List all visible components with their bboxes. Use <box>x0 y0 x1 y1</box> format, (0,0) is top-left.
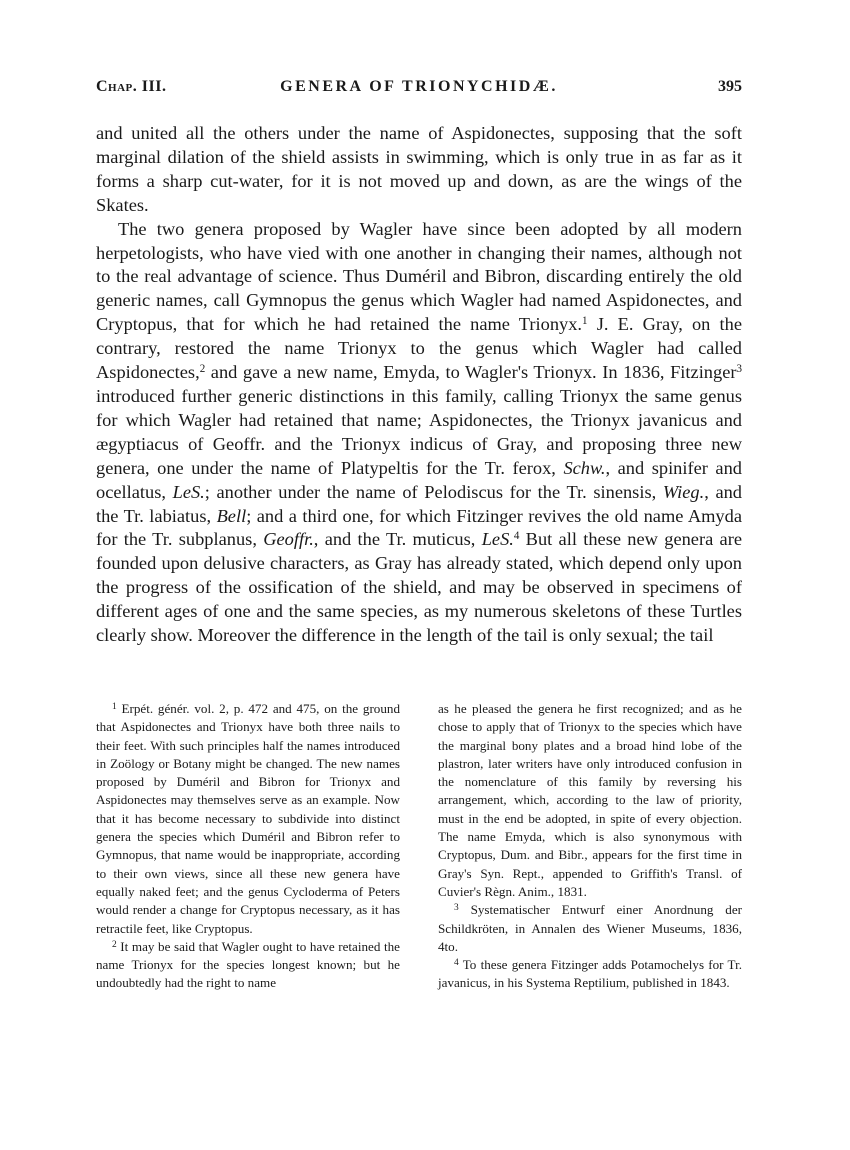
text-run: introduced further generic distinctions in this family, calling Trionyx the same genus for which Wagler had retained that name; Aspidonectes, the Trionyx javanicus and ægyptiacus of Geoffr. and the Trionyx indicus of Gray, and proposing three new genera, one under the name of Platypeltis for the Tr. ferox, <box>96 385 742 478</box>
footnote-ref-3: 3 <box>736 363 742 375</box>
footnote-2-continued: as he pleased the genera he first recognized; and as he chose to apply that of Trionyx to the species which have the marginal bony plates and a broad hind lobe of the plastron, later writers have only introduced confusion in the nomenclature of this family by reversing his arrangement, which, according to the law of priority, must in the end be adopted, in spite of every objection. The name Emyda, which is also synonymous with Cryptopus, Dum. and Bibr., appears for the first time in Gray's Syn. Rept., appended to Griffith's Transl. of Cuvier's Règn. Anim., 1831. <box>438 701 742 899</box>
text-run: , and the Tr. labiatus, <box>96 481 742 526</box>
text-run: and gave a new name, Emyda, to Wagler's Trionyx. In 1836, Fitzinger <box>205 362 737 383</box>
footnote-text: To these genera Fitzinger adds Potamochelys for Tr. javanicus, in his Systema Reptilium, published in 1843. <box>438 957 742 991</box>
author-abbrev: Geoffr. <box>263 529 314 550</box>
chapter-label: Chap. III. <box>96 78 167 95</box>
text-run: ; another under the name of Pelodiscus for the Tr. sinensis, <box>204 481 663 502</box>
author-abbrev: Wieg. <box>662 481 705 502</box>
text-run: , and the Tr. muticus, <box>313 529 482 550</box>
footnote-number: 2 <box>112 939 117 950</box>
paragraph-continued: and united all the others under the name of Aspidonectes, supposing that the soft marginal dilation of the shield assists in swimming, which is only true in as far as it forms a sharp cut-water, for it is not moved up and down, as are the wings of the Skates. <box>96 123 742 215</box>
footnote-column-right <box>438 700 742 993</box>
footnote-4 <box>438 956 742 993</box>
text-run: J. E. Gray, on the contrary, restored the name Trionyx to the genus which Wagler had called Aspidonectes, <box>96 314 742 383</box>
footnote-text: Erpét. génér. vol. 2, p. 472 and 475, on the ground that Aspidonectes and Trionyx have both three nails to their feet. With such principles half the names introduced in Zoölogy or Botany might be changed. The new names proposed by Duméril and Bibron for Trionyx and Aspidonectes may themselves serve as an example. Now that it has become necessary to subdivide into distinct genera the species which Duméril and Bibron refer to Gymnopus, that name would be inappropriate, according to their own views, since all these new genera have equally naked feet; and the genus Cycloderma of Peters would render a change for Cryptopus necessary, as it has retractile feet, like Cryptopus. <box>96 701 400 936</box>
footnote-3 <box>438 901 742 956</box>
author-abbrev: LeS. <box>172 481 205 502</box>
footnote-number: 1 <box>112 701 117 712</box>
footnote-text: Systematischer Entwurf einer Anordnung der Schildkröten, in Annalen des Wiener Museums, 1836, 4to. <box>438 902 742 954</box>
footnote-2 <box>96 938 400 993</box>
footnote-column-left <box>96 700 400 993</box>
footnote-number: 3 <box>454 903 459 914</box>
author-abbrev: LeS. <box>481 529 514 550</box>
running-head <box>96 78 742 102</box>
running-title: GENERA OF TRIONYCHIDÆ. <box>280 78 558 95</box>
footnote-ref-1: 1 <box>582 315 588 328</box>
footnote-ref-2: 2 <box>199 363 206 375</box>
text-run: The two genera proposed by Wagler have since been adopted by all modern herpetologists, who have vied with one another in changing their names, although not to the real advantage of science. Thus Duméril and Bibron, discarding entirely the old generic names, call Gymnopus the genus which Wagler had named Aspidonectes, and Cryptopus, that for which he had retained the name Trionyx. <box>96 218 742 335</box>
footnotes <box>96 700 742 993</box>
footnote-1 <box>96 700 400 938</box>
footnote-number: 4 <box>454 957 459 968</box>
footnote-text: It may be said that Wagler ought to have retained the name Trionyx for the species longest known; but he undoubtedly had the right to name <box>96 938 400 991</box>
footnote-ref-4: 4 <box>513 530 520 543</box>
text-run: ; and a third one, for which Fitzinger revives the old name Amyda for the Tr. subplanus, <box>96 505 742 550</box>
author-abbrev: Bell <box>216 505 247 526</box>
text-run: But all these new genera are founded upon delusive characters, as Gray has already stated, which depend only upon the progress of the ossification of the shield, and may be observed in specimens of different ages of one and the same species, as my numerous skeletons of these Turtles clearly show. Moreover the difference in the length of the tail is only sexual; the tail <box>96 529 742 646</box>
main-text <box>96 122 742 648</box>
text-run: , and spinifer and ocellatus, <box>96 457 742 502</box>
author-abbrev: Schw. <box>563 457 606 478</box>
paragraph-genera <box>96 218 742 648</box>
page-number: 395 <box>718 78 742 95</box>
